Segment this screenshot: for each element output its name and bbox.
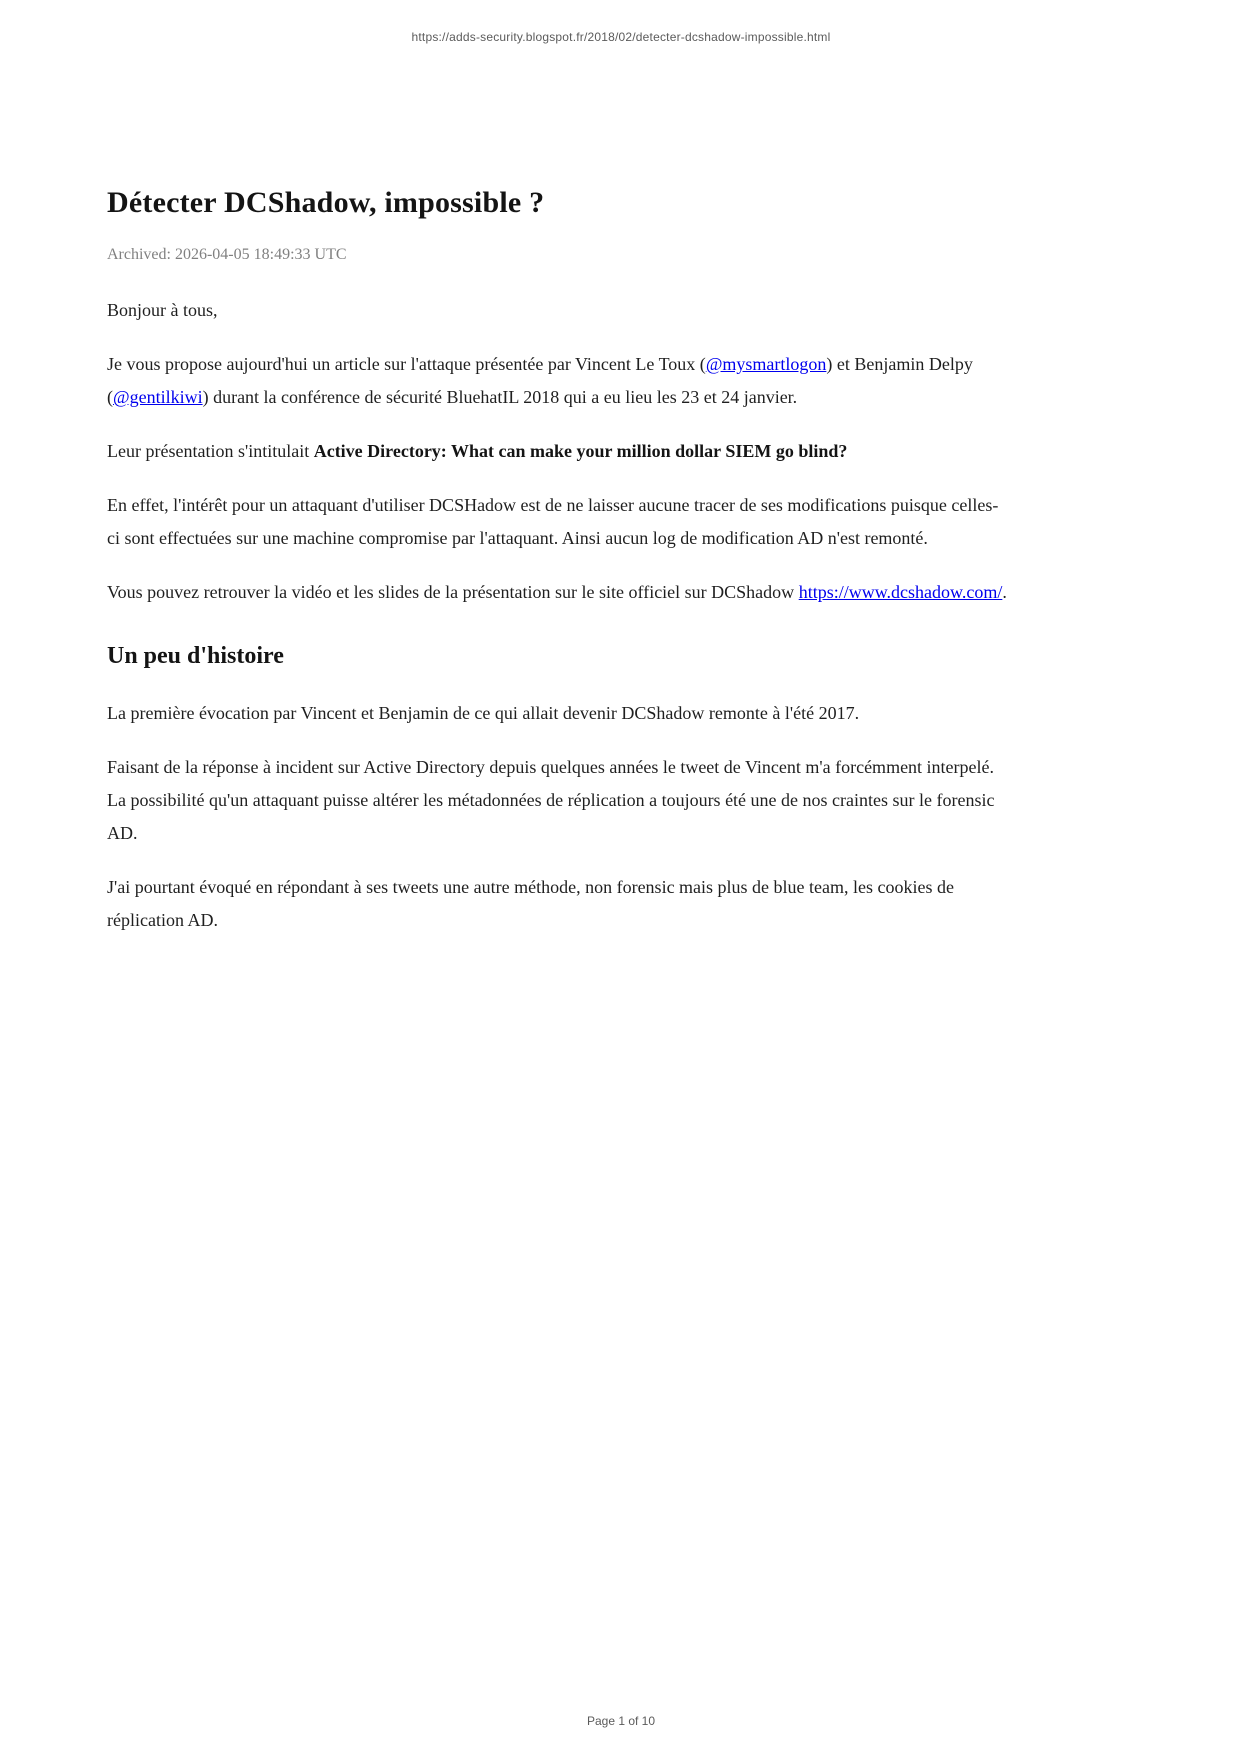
forensic-text: Faisant de la réponse à incident sur Active Directory depuis quelques années le tweet de Vincent m'a forcémment interpelé. La possibilité qu'un attaquant puisse altérer les métadonnées de réplication a toujours été une de nos craintes sur le forensic AD.	[107, 757, 995, 843]
replication-cookies-text: J'ai pourtant évoqué en répondant à ses tweets une autre méthode, non forensic mais plus de blue team, les cookies de réplication AD.	[107, 877, 954, 930]
intro-text-3: ) durant la conférence de sécurité BluehatIL 2018 qui a eu lieu les 23 et 24 janvier.	[202, 387, 798, 407]
presentation-text: Leur présentation s'intitulait	[107, 441, 314, 461]
print-header-url: https://adds-security.blogspot.fr/2018/02/detecter-dcshadow-impossible.html	[411, 30, 831, 44]
greeting-text: Bonjour à tous,	[107, 300, 218, 320]
archived-timestamp: Archived: 2026-04-05 18:49:33 UTC	[107, 246, 347, 263]
page-title: Détecter DCShadow, impossible ?	[107, 186, 545, 219]
paragraph-first-evocation	[107, 697, 1007, 730]
intro-text-1: Je vous propose aujourd'hui un article sur l'attaque présentée par Vincent Le Toux (	[107, 354, 706, 374]
paragraph-presentation	[107, 435, 1007, 468]
paragraph-video	[107, 576, 1007, 609]
page-number-footer: Page 1 of 10	[586, 1714, 656, 1728]
link-dcshadow-site[interactable]: https://www.dcshadow.com/	[798, 582, 1003, 602]
paragraph-intro	[107, 348, 1007, 414]
video-text-1: Vous pouvez retrouver la vidéo et les slides de la présentation sur le site officiel sur DCShadow	[107, 582, 799, 602]
interest-text: En effet, l'intérêt pour un attaquant d'utiliser DCSHadow est de ne laisser aucune tracer de ses modifications puisque celles-ci sont effectuées sur une machine compromise par l'attaquant. Ainsi aucun log de modification AD n'est remonté.	[107, 495, 999, 548]
first-evocation-text: La première évocation par Vincent et Benjamin de ce qui allait devenir DCShadow remonte à l'été 2017.	[107, 703, 860, 723]
video-text-2: .	[1002, 582, 1007, 602]
link-mysmartlogon[interactable]: @mysmartlogon	[705, 354, 827, 374]
presentation-title-bold: Active Directory: What can make your million dollar SIEM go blind?	[313, 441, 848, 461]
paragraph-greeting	[107, 294, 1007, 327]
intro-text-2: ) et Benjamin Delpy (	[107, 354, 973, 407]
paragraph-replication-cookies	[107, 871, 1007, 937]
article-content	[107, 186, 1007, 958]
paragraph-interest	[107, 489, 1007, 555]
section-heading-history: Un peu d'histoire	[107, 643, 284, 669]
paragraph-forensic	[107, 751, 1007, 850]
link-gentilkiwi[interactable]: @gentilkiwi	[113, 387, 203, 407]
